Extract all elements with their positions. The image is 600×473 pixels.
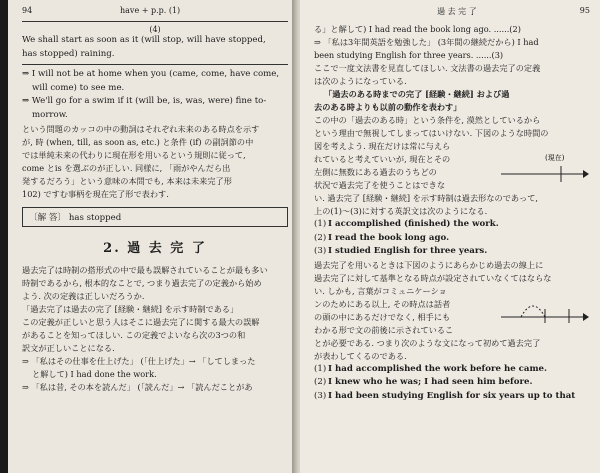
example-line: (2) I read the book long ago. — [314, 232, 450, 243]
example-line: (2) I knew who he was; I had seen him before. — [314, 377, 533, 388]
para-line: come とis を選ぶのが正しい. 同様に, 「雨がやんだら出 — [22, 162, 231, 173]
left-page-number: 94 — [22, 6, 33, 15]
exercise-box-head: (4) — [149, 25, 161, 34]
body-line: ⇒ 「私は昔, その本を読んだ」 (「読んだ」→ 「読んだことがあ — [22, 381, 253, 392]
item-line: will come) to see me. — [32, 82, 125, 93]
body-line: 時制であるから, 根本的なことで, つまり過去完了の定義から始め — [22, 277, 262, 288]
example-line: (1) I accomplished (finished) the work. — [314, 219, 499, 229]
body-line: この定義が正しいと思う人はそこに過去完了に関する最大の誤解 — [22, 316, 260, 327]
definition-line: 去のある時よりも以前の動作を表わす」 — [314, 102, 462, 112]
left-running-head: have + p.p. (1) — [120, 6, 181, 15]
example-line: (3) I studied English for three years. — [314, 246, 488, 257]
body-line: よう. 次の定義は正しいだろうか. — [22, 290, 145, 301]
mid-line: という理由で無視してしまってはいけない. 下図のような時間の — [314, 128, 549, 138]
top-line: ここで一度文法書を見直してほしい. 文法書の過去完了の定義 — [314, 63, 541, 73]
top-line: は次のようになっている. — [314, 76, 407, 86]
mid-line: 上の(1)～(3)に対する英訳文は次のようになる. — [314, 206, 488, 216]
mid-line: れていると考えていいが, 現在とその — [314, 154, 451, 164]
box-top-rule — [22, 21, 288, 22]
box-line: We shall start as soon as it (will stop, will have stopped, — [22, 35, 266, 45]
item-line: morrow. — [32, 109, 68, 120]
section-title: 2. 過 去 完 了 — [103, 240, 207, 256]
para-line: では単純未来の代わりに現在形を用いるという規則に従って, — [22, 149, 246, 160]
right-running-head: 過 去 完 了 — [437, 7, 477, 16]
body-line: 過去完了は時制の搭形式の中で最も誤解されていることが最も多い — [22, 264, 268, 275]
mid-line: 左側に無数にある過去のうちどの — [314, 167, 437, 177]
right-page — [300, 0, 600, 473]
lower-line: 過去完了を用いるときは下図のようにあらかじめ過去の線上に — [314, 259, 544, 270]
definition-line: 「過去のある時までの完了 [経験・継続] および過 — [324, 89, 510, 99]
mid-line: い. 過去完了 [経験・継続] を示す時制は過去形なのであって, — [314, 193, 539, 203]
body-line: と解して) I had done the work. — [32, 368, 157, 379]
arc-block — [314, 259, 590, 363]
example-line: (1) I had accomplished the work before he came. — [314, 363, 548, 374]
mid-line: この中の「過去のある時」という条件を, 漠然としているから — [314, 115, 541, 125]
body-line: ⇒ 「私はその仕事を仕上げた」 (「仕上げた」→ 「してしまった — [22, 355, 256, 366]
para-line: 102) ですむ事柄を現在完了形で表わす. — [22, 188, 169, 199]
para-line: という問題のカッコの中の動詞はそれぞれ未来のある時点を示す — [22, 123, 260, 134]
box-bottom-rule — [22, 64, 288, 65]
lower-line: 過去完了に対して基準となる時点が設定されていなくてはならな — [314, 272, 552, 283]
box-line: has stopped) raining. — [22, 48, 115, 59]
body-line: 訳文が正しいことになる. — [22, 342, 115, 353]
body-line: 「過去完了は過去の完了 [経験・継続] を示す時制である」 — [22, 303, 239, 314]
right-page-number: 95 — [579, 6, 590, 15]
timeline-label: (現在) — [545, 154, 565, 162]
lower-line: い. しかも, 言葉がコミュニケーショ — [314, 285, 447, 296]
item-line: ⇒ We'll go for a swim if it (will be, is, was, were) fine to- — [22, 96, 267, 107]
right-page-header — [314, 6, 590, 17]
left-page-header — [22, 6, 288, 15]
example-line: (3) I had been studying English for six years up to that — [314, 390, 576, 401]
lower-line: ンのためにある以上, その時点は話者 — [314, 298, 451, 309]
lower-line: が表わしてくるのである. — [314, 350, 407, 361]
lower-line: の頭の中にあるだけでなく, 相手にも — [314, 311, 451, 322]
item-line: ⇒ I will not be at home when you (came, come, have come, — [22, 69, 280, 80]
past-perfect-diagram — [499, 289, 589, 329]
answer-box: 〔解 答〕 has stopped — [22, 207, 288, 227]
mid-line: 図を考えよう. 現在だけは常に与えら — [314, 141, 451, 151]
mid-line: 状況で過去完了を使うことはできな — [314, 180, 446, 190]
top-line: る」と解して) I had read the book long ago. ......(2) — [314, 24, 521, 34]
left-page — [8, 0, 296, 473]
timeline-diagram — [499, 148, 589, 188]
para-line: が, 時 (when, till, as soon as, etc.) と条件 (if) の副詞節の中 — [22, 136, 254, 147]
lower-line: わかる形で文の前後に示されているこ — [314, 324, 454, 335]
top-line: ⇒ 「私は3年間英語を勉強した」 (3年間の継続だから) I had — [314, 37, 539, 47]
timeline-block — [314, 114, 590, 218]
body-line: があることを知ってほしい. この定義でよいなら次の3つの和 — [22, 329, 246, 340]
lower-line: とが必要である. つまり次のような文になって初めて過去完了 — [314, 337, 541, 348]
top-line: been studying English for three years. ......(3) — [314, 50, 504, 60]
para-line: 発するだろう」という意味の本問でも, 本来は未来完了形 — [22, 175, 232, 186]
